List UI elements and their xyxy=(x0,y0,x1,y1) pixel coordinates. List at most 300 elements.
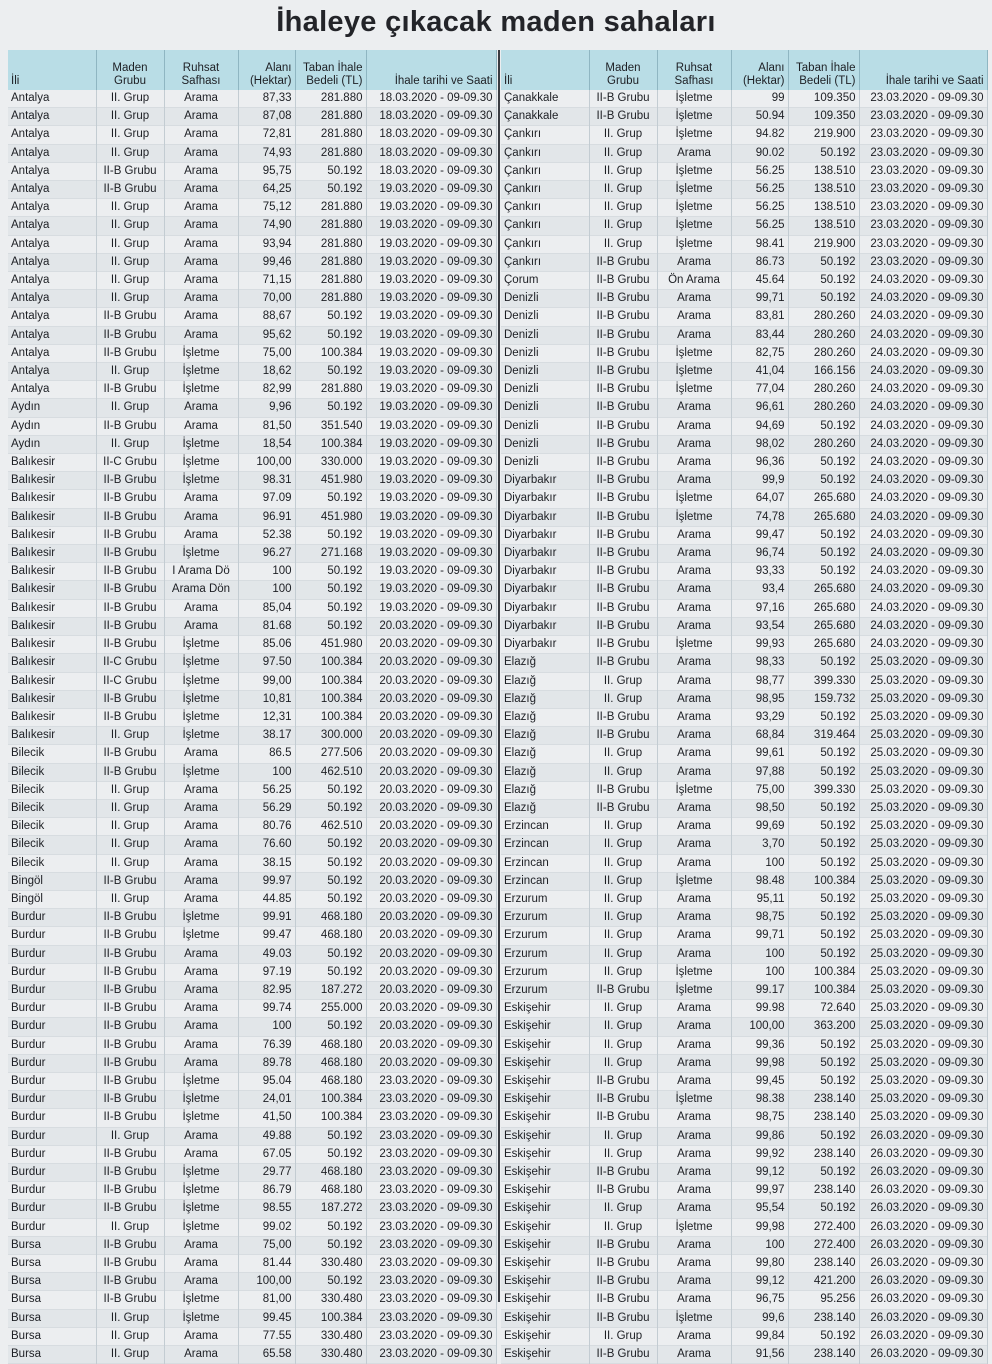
cell-grup: II. Grup xyxy=(589,963,657,981)
table-row xyxy=(501,1109,987,1127)
cell-ruhsat: İşletme xyxy=(164,636,238,654)
cell-bedel: 238.140 xyxy=(788,1309,859,1327)
column-header-il: İli xyxy=(501,50,589,90)
cell-ruhsat: İşletme xyxy=(164,909,238,927)
cell-il: Elazığ xyxy=(501,708,589,726)
table-row xyxy=(8,272,496,290)
cell-il: Burdur xyxy=(8,963,96,981)
cell-tarih: 25.03.2020 - 09-09.30 xyxy=(859,672,987,690)
cell-ruhsat: İşletme xyxy=(164,435,238,453)
cell-tarih: 26.03.2020 - 09-09.30 xyxy=(859,1273,987,1291)
table-row xyxy=(8,1109,496,1127)
cell-grup: II-B Grubu xyxy=(96,1109,164,1127)
cell-alan: 82.95 xyxy=(238,981,295,999)
cell-alan: 56.25 xyxy=(731,199,788,217)
cell-alan: 97.50 xyxy=(238,654,295,672)
table-row xyxy=(501,927,987,945)
table-row xyxy=(501,1273,987,1291)
cell-grup: II-C Grubu xyxy=(96,654,164,672)
cell-bedel: 50.192 xyxy=(295,1127,366,1145)
cell-grup: II-B Grubu xyxy=(589,727,657,745)
cell-grup: II. Grup xyxy=(96,727,164,745)
cell-bedel: 451.980 xyxy=(295,508,366,526)
cell-bedel: 468.180 xyxy=(295,927,366,945)
cell-tarih: 23.03.2020 - 09-09.30 xyxy=(366,1309,496,1327)
table-row xyxy=(8,617,496,635)
table-row xyxy=(501,581,987,599)
cell-ruhsat: Arama xyxy=(164,217,238,235)
cell-tarih: 24.03.2020 - 09-09.30 xyxy=(859,326,987,344)
cell-tarih: 24.03.2020 - 09-09.30 xyxy=(859,526,987,544)
cell-il: Burdur xyxy=(8,1109,96,1127)
cell-ruhsat: Arama xyxy=(657,1291,731,1309)
cell-grup: II-B Grubu xyxy=(96,308,164,326)
cell-alan: 98,33 xyxy=(731,654,788,672)
cell-ruhsat: İşletme xyxy=(657,636,731,654)
cell-ruhsat: İşletme xyxy=(164,1182,238,1200)
cell-grup: II. Grup xyxy=(589,1200,657,1218)
cell-il: Eskişehir xyxy=(501,1291,589,1309)
cell-tarih: 25.03.2020 - 09-09.30 xyxy=(859,872,987,890)
cell-bedel: 50.192 xyxy=(788,1327,859,1345)
cell-grup: II-B Grubu xyxy=(589,90,657,108)
cell-grup: II-B Grubu xyxy=(96,472,164,490)
cell-alan: 81.44 xyxy=(238,1255,295,1273)
cell-tarih: 19.03.2020 - 09-09.30 xyxy=(366,508,496,526)
cell-bedel: 100.384 xyxy=(295,1091,366,1109)
cell-alan: 100 xyxy=(238,1018,295,1036)
cell-alan: 50.94 xyxy=(731,108,788,126)
cell-tarih: 19.03.2020 - 09-09.30 xyxy=(366,563,496,581)
cell-alan: 98.55 xyxy=(238,1200,295,1218)
cell-tarih: 26.03.2020 - 09-09.30 xyxy=(859,1236,987,1254)
cell-tarih: 24.03.2020 - 09-09.30 xyxy=(859,617,987,635)
cell-il: Çankırı xyxy=(501,199,589,217)
cell-alan: 93,54 xyxy=(731,617,788,635)
cell-tarih: 24.03.2020 - 09-09.30 xyxy=(859,344,987,362)
cell-il: Bilecik xyxy=(8,745,96,763)
cell-bedel: 281.880 xyxy=(295,144,366,162)
table-row xyxy=(8,690,496,708)
cell-il: Bursa xyxy=(8,1273,96,1291)
cell-bedel: 50.192 xyxy=(295,617,366,635)
cell-alan: 99,80 xyxy=(731,1255,788,1273)
cell-alan: 86.79 xyxy=(238,1182,295,1200)
table-row xyxy=(501,344,987,362)
cell-grup: II-B Grubu xyxy=(96,1291,164,1309)
cell-bedel: 50.192 xyxy=(788,818,859,836)
table-row xyxy=(501,326,987,344)
cell-grup: II. Grup xyxy=(96,1309,164,1327)
table-row xyxy=(8,1236,496,1254)
cell-ruhsat: İşletme xyxy=(164,1091,238,1109)
cell-il: Çankırı xyxy=(501,162,589,180)
cell-bedel: 109.350 xyxy=(788,90,859,108)
cell-grup: II-B Grubu xyxy=(96,581,164,599)
cell-tarih: 25.03.2020 - 09-09.30 xyxy=(859,1000,987,1018)
cell-alan: 75,12 xyxy=(238,199,295,217)
column-header-alan: Alanı (Hektar) xyxy=(731,50,788,90)
cell-bedel: 468.180 xyxy=(295,1182,366,1200)
cell-ruhsat: İşletme xyxy=(657,508,731,526)
column-header-ruhsat: Ruhsat Safhası xyxy=(164,50,238,90)
cell-alan: 97,16 xyxy=(731,599,788,617)
cell-alan: 100 xyxy=(238,581,295,599)
cell-ruhsat: Arama xyxy=(164,199,238,217)
cell-bedel: 100.384 xyxy=(295,344,366,362)
cell-grup: II-B Grubu xyxy=(96,1200,164,1218)
cell-tarih: 20.03.2020 - 09-09.30 xyxy=(366,636,496,654)
cell-ruhsat: Arama xyxy=(657,745,731,763)
cell-alan: 99,84 xyxy=(731,1327,788,1345)
cell-tarih: 25.03.2020 - 09-09.30 xyxy=(859,945,987,963)
cell-bedel: 280.260 xyxy=(788,344,859,362)
cell-il: Balıkesir xyxy=(8,545,96,563)
cell-il: Denizli xyxy=(501,435,589,453)
cell-grup: II. Grup xyxy=(589,836,657,854)
cell-grup: II. Grup xyxy=(96,854,164,872)
cell-alan: 38.17 xyxy=(238,727,295,745)
cell-ruhsat: Arama xyxy=(164,872,238,890)
cell-alan: 99 xyxy=(731,90,788,108)
cell-bedel: 50.192 xyxy=(788,472,859,490)
table-row xyxy=(501,253,987,271)
cell-grup: II-B Grubu xyxy=(589,1346,657,1364)
cell-il: Antalya xyxy=(8,144,96,162)
cell-il: Antalya xyxy=(8,90,96,108)
cell-alan: 99,71 xyxy=(731,290,788,308)
cell-tarih: 18.03.2020 - 09-09.30 xyxy=(366,144,496,162)
table-row xyxy=(501,1255,987,1273)
cell-bedel: 468.180 xyxy=(295,1054,366,1072)
cell-tarih: 19.03.2020 - 09-09.30 xyxy=(366,344,496,362)
table-row xyxy=(8,417,496,435)
cell-il: Diyarbakır xyxy=(501,599,589,617)
table-row xyxy=(501,617,987,635)
cell-ruhsat: Arama xyxy=(657,581,731,599)
table-row xyxy=(501,708,987,726)
cell-ruhsat: İşletme xyxy=(164,363,238,381)
cell-tarih: 25.03.2020 - 09-09.30 xyxy=(859,654,987,672)
cell-bedel: 50.192 xyxy=(295,399,366,417)
cell-tarih: 24.03.2020 - 09-09.30 xyxy=(859,563,987,581)
cell-grup: II. Grup xyxy=(96,818,164,836)
table-row xyxy=(8,1327,496,1345)
cell-ruhsat: İşletme xyxy=(164,690,238,708)
cell-tarih: 24.03.2020 - 09-09.30 xyxy=(859,363,987,381)
cell-grup: II-B Grubu xyxy=(589,654,657,672)
cell-tarih: 20.03.2020 - 09-09.30 xyxy=(366,927,496,945)
cell-grup: II-B Grubu xyxy=(589,1182,657,1200)
cell-grup: II-B Grubu xyxy=(589,545,657,563)
cell-tarih: 23.03.2020 - 09-09.30 xyxy=(859,90,987,108)
cell-alan: 98.31 xyxy=(238,472,295,490)
cell-ruhsat: Arama xyxy=(657,1145,731,1163)
cell-tarih: 19.03.2020 - 09-09.30 xyxy=(366,181,496,199)
cell-bedel: 330.480 xyxy=(295,1327,366,1345)
cell-ruhsat: Arama xyxy=(164,963,238,981)
table-row xyxy=(501,162,987,180)
cell-tarih: 19.03.2020 - 09-09.30 xyxy=(366,253,496,271)
cell-ruhsat: İşletme xyxy=(164,1163,238,1181)
cell-ruhsat: Arama xyxy=(657,690,731,708)
cell-bedel: 265.680 xyxy=(788,617,859,635)
cell-bedel: 255.000 xyxy=(295,1000,366,1018)
cell-grup: II-B Grubu xyxy=(589,799,657,817)
cell-bedel: 100.384 xyxy=(788,872,859,890)
cell-alan: 18,54 xyxy=(238,435,295,453)
cell-bedel: 50.192 xyxy=(295,872,366,890)
cell-bedel: 50.192 xyxy=(788,1127,859,1145)
cell-alan: 99,92 xyxy=(731,1145,788,1163)
cell-bedel: 462.510 xyxy=(295,763,366,781)
cell-il: Balıkesir xyxy=(8,563,96,581)
table-row xyxy=(8,1255,496,1273)
cell-il: Eskişehir xyxy=(501,1200,589,1218)
cell-ruhsat: Arama xyxy=(657,836,731,854)
cell-tarih: 20.03.2020 - 09-09.30 xyxy=(366,1054,496,1072)
cell-il: Erzincan xyxy=(501,836,589,854)
cell-bedel: 138.510 xyxy=(788,199,859,217)
cell-alan: 99,45 xyxy=(731,1072,788,1090)
cell-alan: 81,50 xyxy=(238,417,295,435)
cell-tarih: 23.03.2020 - 09-09.30 xyxy=(366,1163,496,1181)
cell-bedel: 281.880 xyxy=(295,199,366,217)
cell-il: Balıkesir xyxy=(8,581,96,599)
cell-ruhsat: Arama xyxy=(164,1273,238,1291)
cell-bedel: 138.510 xyxy=(788,217,859,235)
cell-il: Balıkesir xyxy=(8,690,96,708)
cell-alan: 100 xyxy=(238,763,295,781)
cell-grup: II-B Grubu xyxy=(96,872,164,890)
cell-alan: 64,25 xyxy=(238,181,295,199)
cell-il: Burdur xyxy=(8,945,96,963)
table-row xyxy=(8,217,496,235)
table-row xyxy=(8,435,496,453)
cell-tarih: 26.03.2020 - 09-09.30 xyxy=(859,1309,987,1327)
cell-tarih: 19.03.2020 - 09-09.30 xyxy=(366,581,496,599)
table-row xyxy=(8,1163,496,1181)
cell-alan: 85,04 xyxy=(238,599,295,617)
cell-ruhsat: Arama xyxy=(164,162,238,180)
cell-alan: 83,81 xyxy=(731,308,788,326)
cell-ruhsat: Arama xyxy=(164,1127,238,1145)
cell-grup: II-B Grubu xyxy=(589,708,657,726)
cell-bedel: 50.192 xyxy=(788,945,859,963)
cell-il: Aydın xyxy=(8,417,96,435)
table-row xyxy=(501,545,987,563)
table-row xyxy=(501,1182,987,1200)
table-row xyxy=(8,1091,496,1109)
cell-ruhsat: Arama xyxy=(164,508,238,526)
cell-bedel: 72.640 xyxy=(788,1000,859,1018)
cell-grup: II-B Grubu xyxy=(589,1163,657,1181)
cell-il: Bilecik xyxy=(8,818,96,836)
cell-bedel: 238.140 xyxy=(788,1346,859,1364)
cell-bedel: 50.192 xyxy=(295,308,366,326)
cell-grup: II. Grup xyxy=(96,799,164,817)
cell-grup: II-B Grubu xyxy=(589,363,657,381)
cell-il: Bursa xyxy=(8,1309,96,1327)
cell-alan: 44.85 xyxy=(238,890,295,908)
cell-bedel: 50.192 xyxy=(788,927,859,945)
cell-grup: II. Grup xyxy=(589,690,657,708)
cell-ruhsat: Arama xyxy=(657,454,731,472)
table-row xyxy=(501,981,987,999)
cell-ruhsat: Arama xyxy=(164,854,238,872)
cell-tarih: 24.03.2020 - 09-09.30 xyxy=(859,399,987,417)
cell-il: Diyarbakır xyxy=(501,545,589,563)
cell-alan: 86.73 xyxy=(731,253,788,271)
table-row xyxy=(501,563,987,581)
cell-il: Balıkesir xyxy=(8,454,96,472)
cell-tarih: 25.03.2020 - 09-09.30 xyxy=(859,981,987,999)
cell-tarih: 20.03.2020 - 09-09.30 xyxy=(366,854,496,872)
cell-il: Eskişehir xyxy=(501,1255,589,1273)
cell-grup: II. Grup xyxy=(589,927,657,945)
cell-tarih: 23.03.2020 - 09-09.30 xyxy=(859,162,987,180)
cell-grup: II-B Grubu xyxy=(96,1072,164,1090)
cell-grup: II-B Grubu xyxy=(96,1273,164,1291)
cell-il: Bursa xyxy=(8,1346,96,1364)
cell-il: Balıkesir xyxy=(8,636,96,654)
cell-alan: 96.27 xyxy=(238,545,295,563)
cell-grup: II-B Grubu xyxy=(96,927,164,945)
cell-il: Balıkesir xyxy=(8,654,96,672)
cell-grup: II-B Grubu xyxy=(96,1182,164,1200)
cell-tarih: 23.03.2020 - 09-09.30 xyxy=(366,1346,496,1364)
cell-bedel: 109.350 xyxy=(788,108,859,126)
cell-bedel: 50.192 xyxy=(295,945,366,963)
cell-il: Eskişehir xyxy=(501,1054,589,1072)
cell-ruhsat: İşletme xyxy=(164,344,238,362)
column-header-tarih: İhale tarihi ve Saati xyxy=(366,50,496,90)
cell-tarih: 23.03.2020 - 09-09.30 xyxy=(366,1072,496,1090)
cell-il: Erzurum xyxy=(501,890,589,908)
cell-alan: 18,62 xyxy=(238,363,295,381)
cell-alan: 56.25 xyxy=(238,781,295,799)
cell-bedel: 265.680 xyxy=(788,599,859,617)
cell-il: Erzurum xyxy=(501,963,589,981)
cell-grup: II. Grup xyxy=(96,144,164,162)
cell-il: Çankırı xyxy=(501,217,589,235)
cell-tarih: 25.03.2020 - 09-09.30 xyxy=(859,690,987,708)
cell-il: Balıkesir xyxy=(8,490,96,508)
cell-ruhsat: Arama xyxy=(164,745,238,763)
cell-alan: 100 xyxy=(731,945,788,963)
cell-grup: II-B Grubu xyxy=(589,344,657,362)
cell-alan: 98,75 xyxy=(731,909,788,927)
cell-grup: II. Grup xyxy=(589,872,657,890)
cell-grup: II-B Grubu xyxy=(589,108,657,126)
cell-alan: 85.06 xyxy=(238,636,295,654)
table-row xyxy=(501,909,987,927)
cell-ruhsat: Arama xyxy=(657,708,731,726)
cell-il: Diyarbakır xyxy=(501,508,589,526)
cell-alan: 100,00 xyxy=(238,1273,295,1291)
cell-bedel: 319.464 xyxy=(788,727,859,745)
table-row xyxy=(8,799,496,817)
cell-alan: 97.19 xyxy=(238,963,295,981)
cell-bedel: 50.192 xyxy=(788,654,859,672)
table-row xyxy=(501,1309,987,1327)
cell-il: Burdur xyxy=(8,1091,96,1109)
cell-il: Çankırı xyxy=(501,144,589,162)
cell-alan: 49.88 xyxy=(238,1127,295,1145)
cell-il: Eskişehir xyxy=(501,1327,589,1345)
cell-ruhsat: Arama xyxy=(164,253,238,271)
cell-tarih: 19.03.2020 - 09-09.30 xyxy=(366,326,496,344)
cell-ruhsat: İşletme xyxy=(657,381,731,399)
cell-alan: 99,00 xyxy=(238,672,295,690)
cell-ruhsat: Arama xyxy=(657,1273,731,1291)
cell-bedel: 166.156 xyxy=(788,363,859,381)
cell-tarih: 19.03.2020 - 09-09.30 xyxy=(366,399,496,417)
cell-tarih: 18.03.2020 - 09-09.30 xyxy=(366,126,496,144)
table-row xyxy=(8,1054,496,1072)
cell-bedel: 50.192 xyxy=(788,272,859,290)
cell-bedel: 50.192 xyxy=(788,1054,859,1072)
table-row xyxy=(501,1072,987,1090)
cell-bedel: 281.880 xyxy=(295,381,366,399)
cell-tarih: 25.03.2020 - 09-09.30 xyxy=(859,1054,987,1072)
cell-il: Antalya xyxy=(8,253,96,271)
cell-ruhsat: İşletme xyxy=(657,490,731,508)
cell-tarih: 24.03.2020 - 09-09.30 xyxy=(859,508,987,526)
cell-alan: 99,61 xyxy=(731,745,788,763)
cell-alan: 93,29 xyxy=(731,708,788,726)
cell-ruhsat: Arama xyxy=(657,526,731,544)
cell-bedel: 50.192 xyxy=(295,599,366,617)
cell-il: Diyarbakır xyxy=(501,581,589,599)
cell-tarih: 25.03.2020 - 09-09.30 xyxy=(859,745,987,763)
column-divider xyxy=(498,50,500,1302)
cell-bedel: 50.192 xyxy=(788,144,859,162)
cell-il: Balıkesir xyxy=(8,599,96,617)
cell-alan: 45.64 xyxy=(731,272,788,290)
cell-alan: 97.09 xyxy=(238,490,295,508)
cell-ruhsat: Arama xyxy=(657,1036,731,1054)
cell-bedel: 50.192 xyxy=(788,1163,859,1181)
table-row xyxy=(8,1218,496,1236)
cell-il: Elazığ xyxy=(501,781,589,799)
cell-tarih: 23.03.2020 - 09-09.30 xyxy=(366,1145,496,1163)
table-row xyxy=(8,1000,496,1018)
cell-bedel: 265.680 xyxy=(788,581,859,599)
table-row xyxy=(8,508,496,526)
cell-bedel: 50.192 xyxy=(788,563,859,581)
table-row xyxy=(8,1182,496,1200)
table-row xyxy=(8,581,496,599)
cell-grup: II-B Grubu xyxy=(589,981,657,999)
table-row xyxy=(501,799,987,817)
cell-grup: II. Grup xyxy=(96,1327,164,1345)
cell-ruhsat: Arama xyxy=(657,472,731,490)
cell-bedel: 351.540 xyxy=(295,417,366,435)
cell-grup: II-B Grubu xyxy=(96,1000,164,1018)
cell-il: Denizli xyxy=(501,363,589,381)
table-row xyxy=(8,399,496,417)
cell-alan: 74,93 xyxy=(238,144,295,162)
cell-il: Burdur xyxy=(8,1054,96,1072)
cell-alan: 99,6 xyxy=(731,1309,788,1327)
cell-il: Bilecik xyxy=(8,854,96,872)
cell-grup: II-B Grubu xyxy=(96,181,164,199)
cell-grup: II. Grup xyxy=(589,1127,657,1145)
cell-tarih: 23.03.2020 - 09-09.30 xyxy=(366,1218,496,1236)
cell-il: Antalya xyxy=(8,181,96,199)
cell-tarih: 25.03.2020 - 09-09.30 xyxy=(859,1109,987,1127)
